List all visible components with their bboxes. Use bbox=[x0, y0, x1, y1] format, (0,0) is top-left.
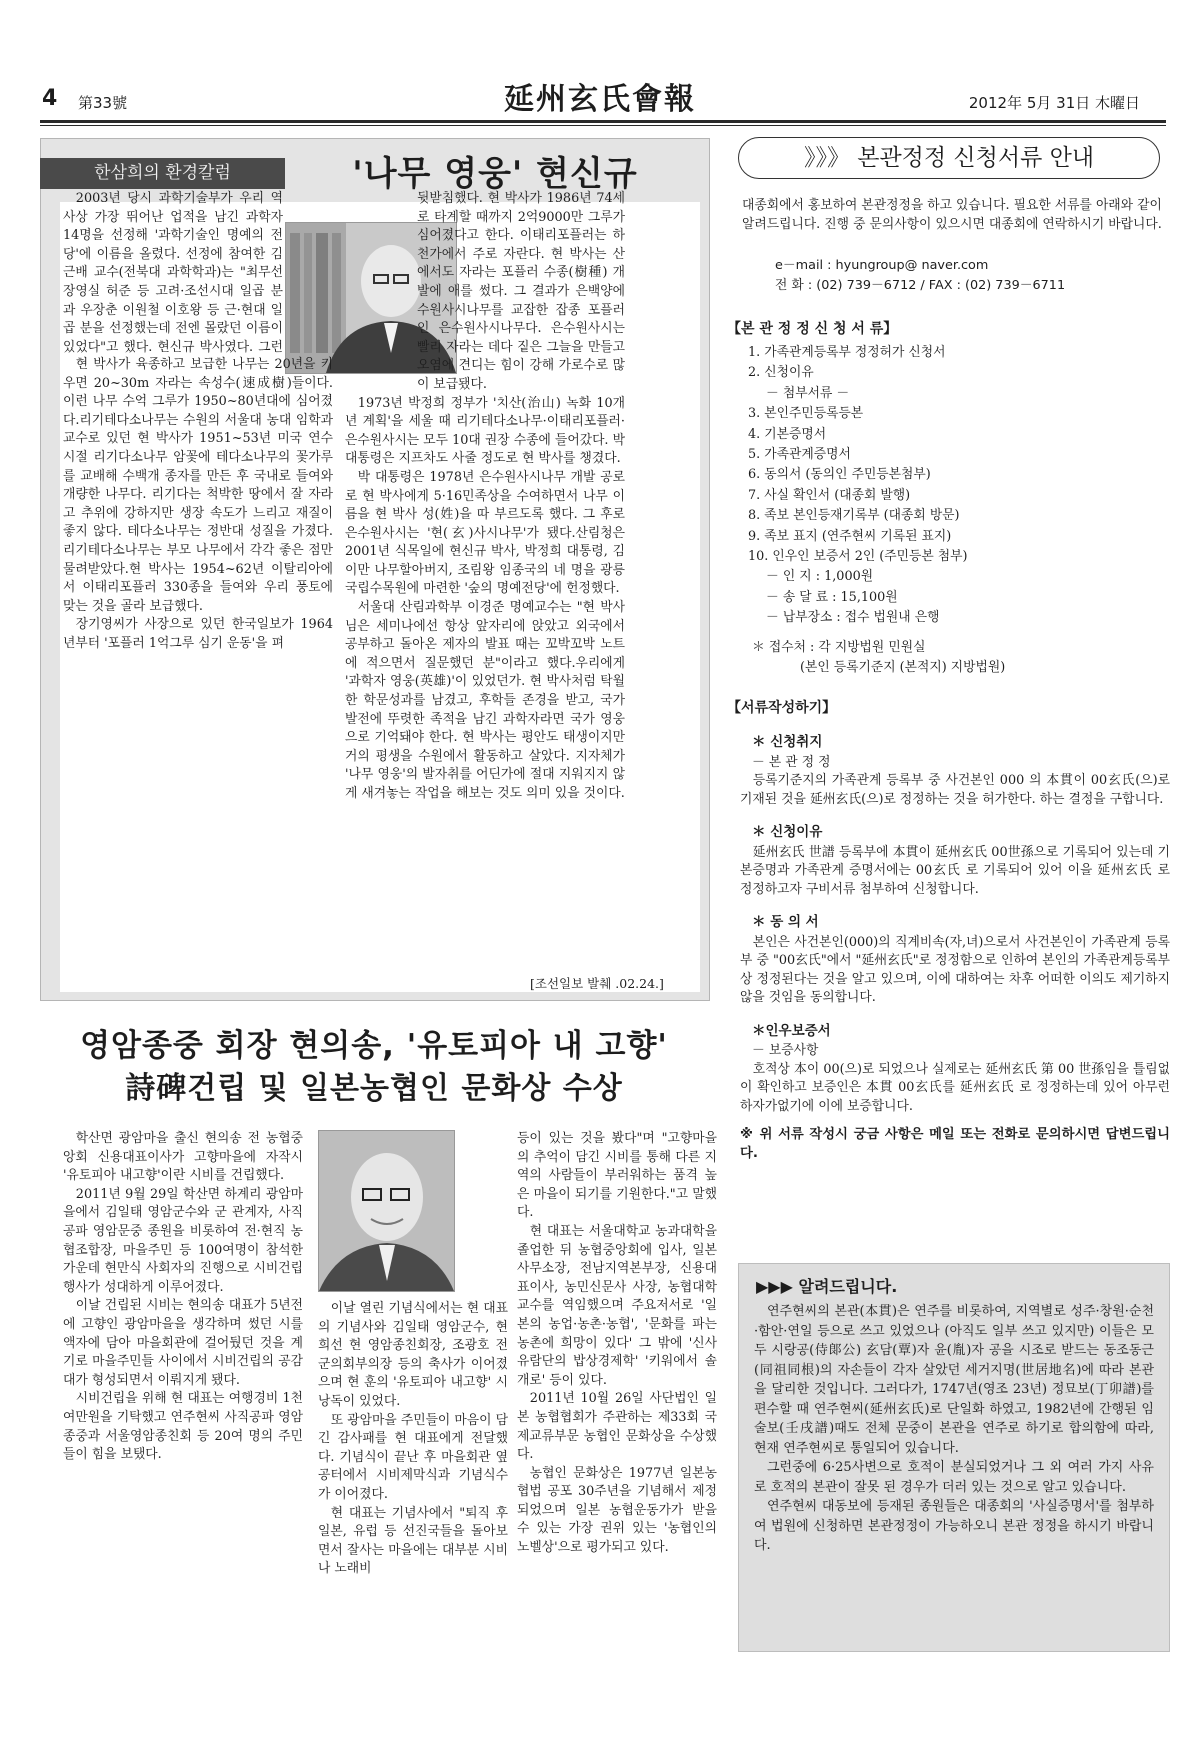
header-rule bbox=[40, 120, 1166, 123]
column-text-left-wide bbox=[63, 356, 333, 894]
guide-paragraph: 본인은 사건본인(000)의 직계비속(자,녀)으로서 사건본인이 가족관계 등록부 중 "00玄氏"에서 "延州玄氏"로 정정함으로 인하여 본인의 가족관계등록부상 정정된다는 것을 알고 있으며, 이에 대하여는 차후 어떠한 이의도 제기하지않을 것임을 동의합니다. bbox=[740, 934, 1170, 1005]
column-paragraph: 1973년 박정희 정부가 '치산(治山) 녹화 10개년 계획'을 세울 때 리기테다소나무·이태리포플러·은수원사시는 모두 10대 권장 수종에 들어갔다. 박 대통령은 지프차도 사줄 정도로 현 박사를 챙겼다. bbox=[345, 395, 625, 467]
story-paragraph: 이날 열린 기념식에서는 현 대표의 기념사와 김일태 영암군수, 현희선 현 영암종친회장, 조광호 전 군의회부의장 등의 축사가 이어졌으며 현 훈의 '유토피아 내고향' 시낭독이 있었다. bbox=[318, 1301, 508, 1409]
list-item: － 송 달 료 : 15,100원 bbox=[766, 589, 898, 605]
list-item: 2. 신청이유 bbox=[748, 365, 814, 381]
guide-subtitle: － 보증사항 bbox=[752, 1043, 819, 1058]
documents-list bbox=[748, 343, 1158, 629]
guide-heading: 【서류작성하기】 bbox=[727, 700, 837, 716]
contact-info bbox=[775, 256, 1065, 296]
email-line: e－mail : hyungroup@ naver.com bbox=[775, 258, 989, 273]
story-paragraph: 학산면 광암마을 출신 현의송 전 농협중앙회 신용대표이사가 고향마을에 자작시 '유토피아 내고향'이란 시비를 건립했다. bbox=[63, 1131, 303, 1184]
guide-subtitle: － 본 관 정 정 bbox=[752, 754, 831, 770]
guide-paragraph: 등록기준지의 가족관계 등록부 중 사건본인 000 의 本貫이 00玄氏(으)로 기재된 것을 延州玄氏(으)로 정정하는 것을 허가한다. 하는 결정을 구합니다. bbox=[740, 773, 1170, 807]
column-paragraph: 장기영씨가 사장으로 있던 한국일보가 1964년부터 '포플러 1억그루 심기 운동'을 펴 bbox=[63, 617, 333, 651]
story-paragraph: 시비건립을 위해 현 대표는 여행경비 1천여만원을 기탁했고 연주현씨 사직공파 영암종중과 서울영암종친회 등 20여 명의 주민들이 힘을 보탰다. bbox=[63, 1391, 303, 1463]
list-item: 8. 족보 본인등재기록부 (대종회 방문) bbox=[748, 508, 960, 524]
guide-section-title: ＊ 신청취지 bbox=[752, 734, 823, 750]
section-banner: 》》》 본관정정 신청서류 안내 bbox=[738, 137, 1160, 179]
masthead: 延州玄氏會報 bbox=[504, 82, 696, 117]
guide-paragraph: 延州玄氏 世譜 등록부에 本貫이 延州玄氏 00世孫으로 기록되어 있는데 기본증명과 가족관계 증명서에는 00玄氏 로 기록되어 있어 이을 延州玄氏 로 정정하고자 구비서류 첨부하여 신청합니다. bbox=[740, 844, 1170, 897]
story-col-3 bbox=[517, 1130, 717, 1710]
story-col-2 bbox=[318, 1300, 508, 1710]
inquiry-note: ※ 위 서류 작성시 궁금 사항은 메일 또는 전화로 문의하시면 답변드립니다. bbox=[740, 1127, 1170, 1161]
guide-section-title: ＊인우보증서 bbox=[752, 1022, 831, 1039]
story-paragraph: 2011년 9월 29일 학산면 하계리 광암마을에서 김일태 영암군수와 군 관계자, 사직공파 영암문중 종원을 비롯하여 전·현직 농협조합장, 마을주민 등 100여명이 참석한 가운데 현만식 사회자의 진행으로 시비건립 행사가 성대하게 이루어졌다. bbox=[63, 1186, 303, 1295]
documents-heading: 【본 관 정 정 신 청 서 류】 bbox=[727, 321, 898, 337]
publication-date: 2012年 5月 31日 木曜日 bbox=[968, 94, 1140, 112]
phone-line: 전 화 : (02) 739－6712 / FAX : (02) 739－6711 bbox=[775, 278, 1066, 293]
intro-text: 대종회에서 홍보하여 본관정정을 하고 있습니다. 필요한 서류를 아래와 같이 알려드립니다. 진행 중 문의사항이 있으시면 대종회에 연락하시기 바랍니다. bbox=[742, 198, 1162, 232]
list-item: 3. 본인주민등록등본 bbox=[748, 406, 864, 422]
notice-paragraph: 연주현씨의 본관(本貫)은 연주를 비롯하여, 지역별로 성주·창원·순천·함안·연일 등으로 쓰고 있었으나 (아직도 일부 쓰고 있지만) 이들은 모두 시랑공(侍郞公) 玄담(覃)자 윤(胤)자 공을 시조로 받드는 동조동근(同祖同根)의 자손들이 각자 살았던 세거지명(世居地名)에 따라 본관을 달리한 것입니다. 그러다가, 1747년(영조 23년) 정묘보(丁卯譜)를 편수할 때 연주현씨(延州玄氏)로 단일화 하였고, 1982년에 간행된 임술보(壬戌譜)때도 전체 문중이 본관을 연주로 하기로 합의함에 따라, 현재 연주현씨로 통일되어 있습니다. bbox=[754, 1304, 1154, 1456]
notice-paragraph: 연주현씨 대동보에 등재된 종원들은 대종회의 '사실증명서'를 첨부하여 법원에 신청하면 본관정정이 가능하오니 본관 정정을 하시기 바랍니다. bbox=[754, 1499, 1154, 1553]
column-text-right bbox=[345, 190, 625, 890]
story-headline: 영암종중 회장 현의송, '유토피아 내 고향' bbox=[80, 1028, 668, 1064]
column-paragraph: 2003년 당시 과학기술부가 우리 역사상 가장 뛰어난 업적을 남긴 과학자 14명을 선정해 '과학기술인 명예의 전당'에 이름을 올렸다. 선정에 참여한 김근배 교수(전북대 과학학과)는 "최무선 장영실 허준 등 고려·조선시대 일곱 분과 우장춘 이원철 이호왕 등 근·현대 일곱 분을 선정했는데 전엔 몰랐던 이름이 있었다"고 했다. 현신규 박사였다. 그런 bbox=[63, 191, 283, 355]
page-number: 4 bbox=[42, 86, 58, 111]
list-item: 4. 기본증명서 bbox=[748, 426, 827, 442]
list-item: 10. 인우인 보증서 2인 (주민등본 첨부) bbox=[748, 549, 968, 565]
story-col-1 bbox=[63, 1130, 303, 1710]
story-paragraph: 현 대표는 기념사에서 "퇴직 후 일본, 유럽 등 선진국들을 돌아보면서 잘사는 마을에는 대부분 시비나 노래비 bbox=[318, 1505, 508, 1577]
note-line: ＊ 접수처 : 각 지방법원 민원실 bbox=[752, 640, 926, 655]
column-title: '나무 영웅' 현신규 bbox=[352, 154, 638, 194]
column-source: [조선일보 발췌 .02.24.] bbox=[530, 976, 664, 991]
list-item: － 인 지 : 1,000원 bbox=[766, 569, 874, 585]
header-rule-thin bbox=[40, 125, 1166, 126]
story-paragraph: 또 광암마을 주민들이 마음이 담긴 감사패를 현 대표에게 전달했다. 기념식이 끝난 후 마을회관 옆 공터에서 시비제막식과 기념식수가 이어졌다. bbox=[318, 1412, 508, 1502]
column-paragraph: 박 대통령은 1978년 은수원사시나무 개발 공로로 현 박사에게 5·16민족상을 수여하면서 나무 이름을 현 박사 성(姓)을 따 부르도록 했다. 그 후로 은수원사시는 '현(玄)사시나무'가 됐다.산림청은 2001년 식목일에 현신규 박사, 박정희 대통령, 김이만 나무할아버지, 조림왕 임종국의 네 명을 광릉 국립수목원에 마련한 '숲의 명예전당'에 헌정했다. bbox=[345, 469, 625, 597]
list-item: 5. 가족관계증명서 bbox=[748, 447, 851, 463]
honoree-illustration bbox=[319, 1131, 454, 1291]
guide-section-title: ＊ 동 의 서 bbox=[752, 914, 819, 930]
column-paragraph: 뒷받침했다. 현 박사가 1986년 74세로 타계할 때까지 2억9000만 그루가 심어졌다고 한다. 이태리포플러는 하천가에서 주로 자란다. 현 박사는 산에서도 자라는 포플러 수종(樹種) 개발에 애를 썼다. 그 결과가 은백양에 수원사시나무를 교잡한 잡종 포플러인 은수원사시나무다. 은수원사시는 빨리 자라는 데다 짙은 그늘을 만들고 오염에 견디는 힘이 강해 가로수로 많이 보급됐다. bbox=[417, 191, 625, 392]
list-item: 9. 족보 표지 (연주현씨 기록된 표지) bbox=[748, 528, 952, 544]
column-text-left bbox=[63, 190, 283, 357]
note-line: (본인 등록기준지 (본적지) 지방법원) bbox=[800, 660, 1006, 675]
guide-section-title: ＊ 신청이유 bbox=[752, 824, 823, 840]
submission-note bbox=[752, 638, 1162, 678]
list-item: － 첨부서류 － bbox=[766, 385, 850, 401]
list-item: 1. 가족관계등록부 정정허가 신청서 bbox=[748, 345, 946, 360]
list-item: 7. 사실 확인서 (대종회 발행) bbox=[748, 487, 911, 503]
guide-paragraph: 호적상 本이 00(으)로 되었으나 실제로는 延州玄氏 第 00 世孫임을 틀림없이 확인하고 보증인은 本貫 00玄氏를 延州玄氏 로 정정하는데 있어 아무런 하자가없기에 이에 보증합니다. bbox=[740, 1061, 1170, 1114]
story-paragraph: 이날 건립된 시비는 현의송 대표가 5년전에 고향인 광암마을을 생각하며 썼던 시를 액자에 담아 마을회관에 걸어뒀던 것을 계기로 마을주민들 사이에서 시비건립의 공감대가 형성되면서 이뤄지게 됐다. bbox=[63, 1298, 303, 1388]
list-item: － 납부장소 : 접수 법원내 은행 bbox=[766, 610, 940, 626]
column-paragraph: 서울대 산림과학부 이경준 명예교수는 "현 박사님은 세미나에선 항상 앞자리에 앉았고 외국에서 공부하고 돌아온 제자의 발표 때는 꼬박꼬박 노트에 적으면서 질문했던 분"이라고 했다.우리에게 '과학자 영웅(英雄)'이 있었던가. 현 박사처럼 탁월한 학문성과를 남겼고, 후학들 존경을 받고, 국가 발전에 뚜렷한 족적을 남긴 과학자라면 국가 영웅으로 기억돼야 한다. 현 박사는 평안도 태생이지만 거의 평생을 수원에서 활동하고 살았다. 지자체가 '나무 영웅'의 발자취를 어딘가에 절대 지워지지 않게 새겨놓는 작업을 해보는 것도 의미 있을 것이다. bbox=[345, 600, 625, 801]
story-paragraph: 농협인 문화상은 1977년 일본농협법 공포 30주년을 기념해서 제정되었으며 일본 농협운동가가 받을 수 있는 가장 권위 있는 '농협인의 노벨상'으로 평가되고 있다. bbox=[517, 1465, 717, 1556]
story-subheadline: 詩碑건립 및 일본농협인 문화상 수상 bbox=[125, 1071, 623, 1106]
guide-body bbox=[740, 727, 1170, 1163]
column-label: 한삼희의 환경칼럼 bbox=[40, 158, 285, 189]
story-paragraph: 2011년 10월 26일 사단법인 일본 농협협회가 주관하는 제33회 국제교류부문 농협인 문화상을 수상했다. bbox=[517, 1391, 717, 1463]
column-paragraph: 현 박사가 육종하고 보급한 나무는 20년을 키우면 20~30m 자라는 속성수(速成樹)들이다. 이런 나무 수억 그루가 1950~80년대에 심어졌다.리기테다소나무는 수원의 서울대 농대 임학과 교수로 있던 현 박사가 1951~53년 미국 연수 시절 리기다소나무 암꽃에 테다소나무의 꽃가루를 교배해 수백개 종자를 만든 후 국내로 들여와 개량한 나무다. 리기다는 척박한 땅에서 잘 자라고 추위에 강하지만 생장 속도가 느리고 재질이 좋지 않다. 테다소나무는 정반대 성질을 가졌다. 리기테다소나무는 부모 나무에서 각각 좋은 점만 물려받았다.현 박사는 1954~62년 이탈리아에서 이태리포플러 330종을 들여와 우리 풍토에 맞는 것을 골라 보급했다. bbox=[63, 357, 333, 614]
list-item: 6. 동의서 (동의인 주민등본첨부) bbox=[748, 467, 931, 483]
notice-paragraph: 그런중에 6·25사변으로 호적이 분실되었거나 그 외 여러 가지 사유로 호적의 본관이 잘못 된 경우가 더러 있는 것으로 알고 있습니다. bbox=[754, 1460, 1154, 1495]
notice-heading: ▶▶▶ 알려드립니다. bbox=[756, 1277, 898, 1296]
issue-number: 第33號 bbox=[78, 94, 128, 112]
story-paragraph: 현 대표는 서울대학교 농과대학을 졸업한 뒤 농협중앙회에 입사, 일본 사무소장, 전남지역본부장, 신용대표이사, 농민신문사 사장, 농협대학 교수를 역임했으며 주요저서로 '일본의 농업·농촌·농협', '문화를 파는 농촌에 희망이 있다' 그 밖에 '신사유람단의 밥상경제학' '키워에서 솔개로' 등이 있다. bbox=[517, 1223, 717, 1388]
honoree-photo bbox=[318, 1130, 455, 1292]
notice-body bbox=[754, 1302, 1154, 1556]
story-paragraph: 등이 있는 것을 봤다"며 "고향마을의 추억이 담긴 시비를 통해 다른 지역의 사람들이 부러워하는 품격 높은 마을이 되기를 기원한다."고 말했다. bbox=[517, 1131, 717, 1221]
